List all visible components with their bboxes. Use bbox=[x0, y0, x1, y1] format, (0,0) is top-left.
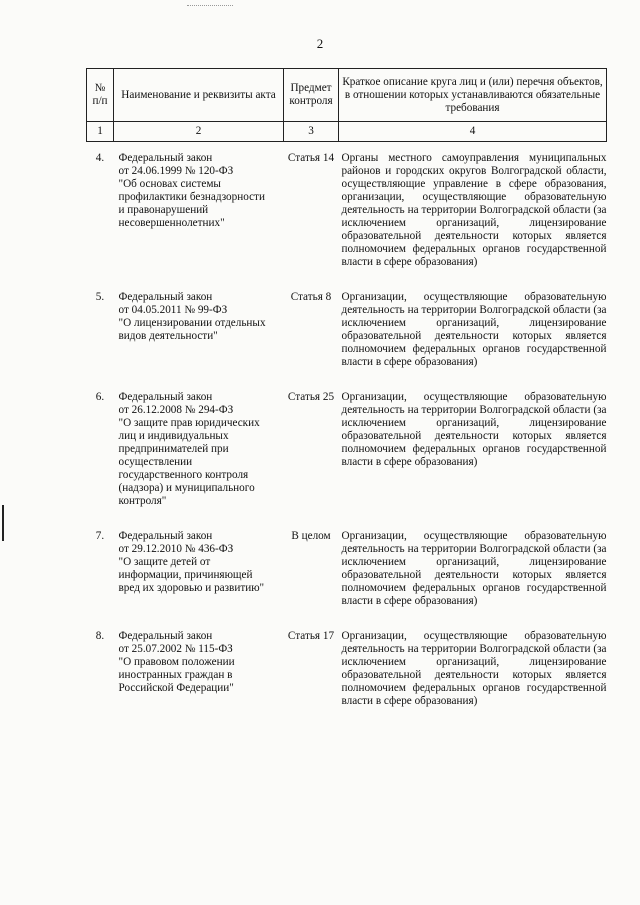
header-description: Краткое описание круга лиц и (или) перечня объектов, в отношении которых устанавливаются обязательные требования bbox=[339, 69, 607, 122]
table-body bbox=[87, 142, 607, 721]
header-num: № п/п bbox=[87, 69, 114, 122]
act-name-line: Федеральный закон bbox=[118, 530, 213, 542]
act-name-line: лиц и индивидуальных bbox=[118, 430, 229, 442]
act-name-line: Федеральный закон bbox=[118, 291, 213, 303]
column-index: 4 bbox=[339, 122, 607, 142]
act-name bbox=[114, 520, 284, 620]
row-number: 7. bbox=[95, 530, 105, 542]
scan-artifact-top bbox=[187, 5, 233, 6]
table-row bbox=[87, 142, 607, 282]
act-name bbox=[114, 281, 284, 381]
act-name-line: от 26.12.2008 № 294-ФЗ bbox=[118, 404, 234, 416]
row-number: 4. bbox=[95, 152, 105, 164]
row-number: 5. bbox=[95, 291, 105, 303]
act-name-line: государственного контроля bbox=[118, 469, 249, 481]
act-name-line: несовершеннолетних" bbox=[118, 217, 225, 229]
table-row bbox=[87, 620, 607, 720]
table-row bbox=[87, 381, 607, 520]
act-name-line: от 04.05.2011 № 99-ФЗ bbox=[118, 304, 228, 316]
act-name-line: "Об основах системы bbox=[118, 178, 221, 190]
scope-description: Организации, осуществляющие образовательную деятельность на территории Волгоградской области (за исключением организаций, лицензирование образовательной деятельности которых является полномочием федеральных органов государственной власти в сфере образования) bbox=[341, 530, 607, 607]
act-name-line: видов деятельности" bbox=[118, 330, 218, 342]
act-name-line: "О правовом положении bbox=[118, 656, 235, 668]
act-name-line: Федеральный закон bbox=[118, 152, 213, 164]
header-row bbox=[87, 69, 607, 122]
act-name-line: и правонарушений bbox=[118, 204, 209, 216]
act-name-line: "О защите прав юридических bbox=[118, 417, 260, 429]
act-name-line: от 24.06.1999 № 120-ФЗ bbox=[118, 165, 234, 177]
table-row bbox=[87, 520, 607, 620]
column-index: 3 bbox=[284, 122, 339, 142]
act-name-line: предпринимателей при bbox=[118, 443, 229, 455]
control-subject: Статья 25 bbox=[287, 391, 335, 403]
control-subject: Статья 8 bbox=[290, 291, 332, 303]
control-subject: Статья 14 bbox=[287, 152, 335, 164]
page-number: 2 bbox=[316, 36, 324, 51]
act-name bbox=[114, 142, 284, 282]
table-header bbox=[87, 69, 607, 142]
act-name-line: Российской Федерации" bbox=[118, 682, 234, 694]
act-name-line: вред их здоровью и развитию" bbox=[118, 582, 265, 594]
control-subject: Статья 17 bbox=[287, 630, 335, 642]
act-name-line: контроля" bbox=[118, 495, 167, 507]
act-name-line: осуществлении bbox=[118, 456, 193, 468]
act-name-line: информации, причиняющей bbox=[118, 569, 253, 581]
scope-description: Организации, осуществляющие образовательную деятельность на территории Волгоградской области (за исключением организаций, лицензирование образовательной деятельности которых является полномочием федеральных органов государственной власти в сфере образования) bbox=[341, 391, 607, 468]
header-name: Наименование и реквизиты акта bbox=[114, 69, 284, 122]
act-name-line: "О защите детей от bbox=[118, 556, 211, 568]
act-name-line: от 25.07.2002 № 115-ФЗ bbox=[118, 643, 233, 655]
act-name-line: от 29.12.2010 № 436-ФЗ bbox=[118, 543, 234, 555]
row-number: 8. bbox=[95, 630, 105, 642]
margin-mark bbox=[2, 505, 4, 541]
table-row bbox=[87, 281, 607, 381]
act-name-line: иностранных граждан в bbox=[118, 669, 233, 681]
act-name bbox=[114, 620, 284, 720]
scope-description: Организации, осуществляющие образовательную деятельность на территории Волгоградской области (за исключением организаций, лицензирование образовательной деятельности которых является полномочием федеральных органов государственной власти в сфере образования) bbox=[341, 291, 607, 368]
act-name-line: профилактики безнадзорности bbox=[118, 191, 265, 203]
act-name-line: Федеральный закон bbox=[118, 630, 213, 642]
scope-description: Организации, осуществляющие образовательную деятельность на территории Волгоградской области (за исключением организаций, лицензирование образовательной деятельности которых является полномочием федеральных органов государственной власти в сфере образования) bbox=[341, 630, 607, 707]
acts-table bbox=[86, 68, 607, 720]
column-index: 2 bbox=[114, 122, 284, 142]
header-subject: Предмет контроля bbox=[284, 69, 339, 122]
act-name-line: Федеральный закон bbox=[118, 391, 213, 403]
act-name-line: (надзора) и муниципального bbox=[118, 482, 255, 494]
column-index: 1 bbox=[87, 122, 114, 142]
act-name bbox=[114, 381, 284, 520]
act-name-line: "О лицензировании отдельных bbox=[118, 317, 266, 329]
row-number: 6. bbox=[95, 391, 105, 403]
column-index-row bbox=[87, 122, 607, 142]
scope-description: Органы местного самоуправления муниципальных районов и городских округов Волгоградской области, осуществляющие управление в сфере образования, организации, осуществляющие образовательную деятельность на территории Волгоградской области (за исключением организаций, лицензирование образовательной деятельности которых является полномочием федеральных органов государственной власти в сфере образования) bbox=[341, 152, 607, 268]
control-subject: В целом bbox=[291, 530, 331, 542]
